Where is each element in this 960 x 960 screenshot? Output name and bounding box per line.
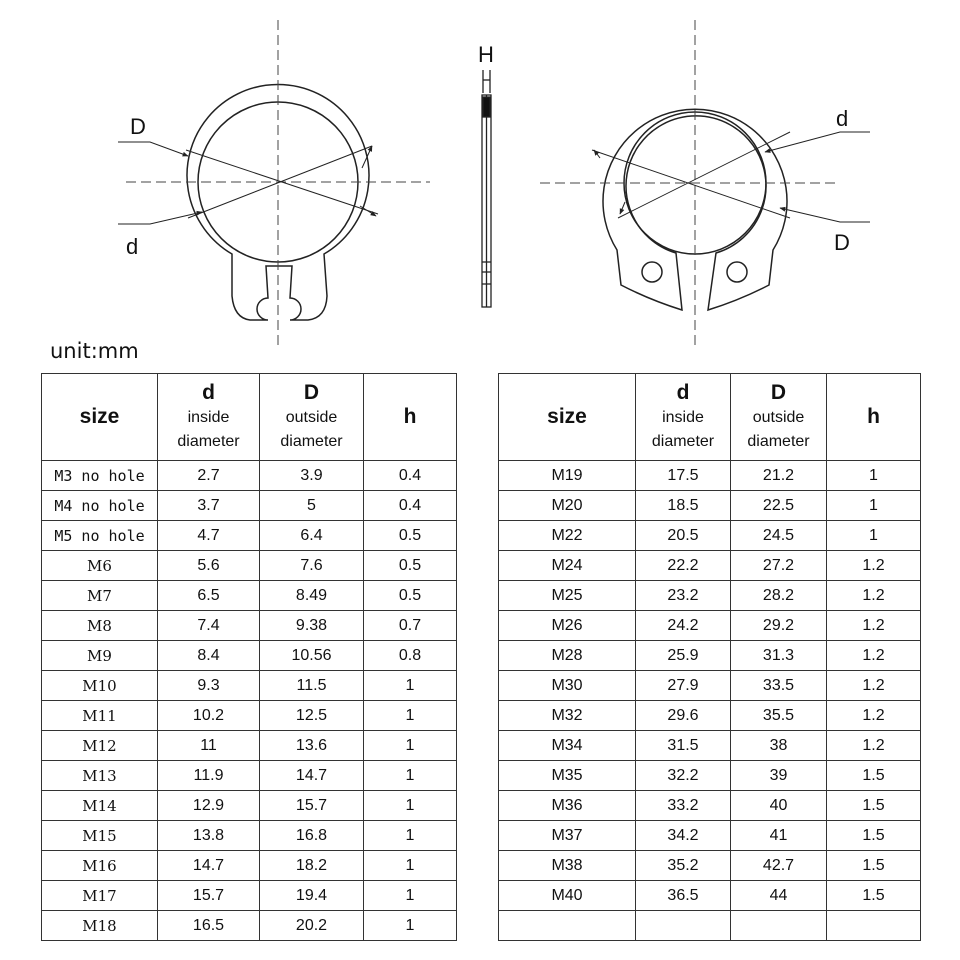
thickness-cell: 1.2 <box>827 731 921 761</box>
thickness-cell <box>827 911 921 941</box>
size-cell: M3 no hole <box>42 461 158 491</box>
outside-diameter-cell: 18.2 <box>260 851 364 881</box>
table-row <box>499 851 921 881</box>
table-row <box>42 761 457 791</box>
size-header: size <box>42 374 158 461</box>
size-cell: M4 no hole <box>42 491 158 521</box>
table-row <box>499 671 921 701</box>
outside-diameter-cell: 35.5 <box>731 701 827 731</box>
inside-diameter-cell: 34.2 <box>636 821 731 851</box>
front-view-dimensions <box>118 142 378 224</box>
thickness-cell: 1 <box>827 521 921 551</box>
front-outer-label: D <box>130 114 146 139</box>
inside-diameter-cell: 2.7 <box>158 461 260 491</box>
table-row <box>42 641 457 671</box>
table-row <box>499 521 921 551</box>
thickness-cell: 1.5 <box>827 791 921 821</box>
outside-diameter-cell: 8.49 <box>260 581 364 611</box>
inside-diameter-cell: 14.7 <box>158 851 260 881</box>
inside-diameter-cell: 15.7 <box>158 881 260 911</box>
outside-diameter-cell: 40 <box>731 791 827 821</box>
inside-diameter-cell: 6.5 <box>158 581 260 611</box>
inside-diameter-cell: 20.5 <box>636 521 731 551</box>
inside-diameter-cell: 7.4 <box>158 611 260 641</box>
inside-diameter-cell: 18.5 <box>636 491 731 521</box>
table-row <box>499 821 921 851</box>
outside-diameter-cell: 10.56 <box>260 641 364 671</box>
table-row <box>499 581 921 611</box>
outside-diameter-cell: 38 <box>731 731 827 761</box>
outside-diameter-cell: 11.5 <box>260 671 364 701</box>
size-cell: M20 <box>499 491 636 521</box>
inside-diameter-cell: 16.5 <box>158 911 260 941</box>
size-cell <box>499 911 636 941</box>
spec-table-right <box>498 373 921 941</box>
thickness-cell: 1 <box>827 491 921 521</box>
inside-diameter-header: d inside diameter <box>636 374 731 461</box>
table-row <box>499 491 921 521</box>
inside-diameter-cell: 33.2 <box>636 791 731 821</box>
size-cell: M17 <box>42 881 158 911</box>
table-row <box>499 761 921 791</box>
back-outer-label: D <box>834 230 850 255</box>
thickness-cell: 0.5 <box>364 551 457 581</box>
outside-diameter-cell: 31.3 <box>731 641 827 671</box>
size-cell: M14 <box>42 791 158 821</box>
size-cell: M16 <box>42 851 158 881</box>
thickness-cell: 1.2 <box>827 581 921 611</box>
table-row <box>499 731 921 761</box>
inside-diameter-cell: 31.5 <box>636 731 731 761</box>
size-cell: M25 <box>499 581 636 611</box>
inside-diameter-cell <box>636 911 731 941</box>
outside-diameter-cell: 29.2 <box>731 611 827 641</box>
table-row <box>42 491 457 521</box>
table-row <box>42 551 457 581</box>
table-row <box>42 821 457 851</box>
unit-label: unit:mm <box>50 339 139 363</box>
outside-diameter-cell <box>731 911 827 941</box>
outside-diameter-cell: 20.2 <box>260 911 364 941</box>
table-row <box>499 461 921 491</box>
inside-diameter-cell: 4.7 <box>158 521 260 551</box>
table-row <box>42 731 457 761</box>
outside-diameter-header: D outside diameter <box>260 374 364 461</box>
thickness-cell: 1 <box>364 701 457 731</box>
inside-diameter-cell: 29.6 <box>636 701 731 731</box>
table-row <box>42 881 457 911</box>
inside-diameter-cell: 8.4 <box>158 641 260 671</box>
inside-diameter-cell: 36.5 <box>636 881 731 911</box>
thickness-cell: 0.5 <box>364 581 457 611</box>
thickness-cell: 1 <box>364 731 457 761</box>
thickness-cell: 1.2 <box>827 671 921 701</box>
outside-diameter-cell: 42.7 <box>731 851 827 881</box>
size-cell: M22 <box>499 521 636 551</box>
table-row <box>499 701 921 731</box>
size-cell: M37 <box>499 821 636 851</box>
thickness-cell: 1 <box>364 761 457 791</box>
outside-diameter-cell: 5 <box>260 491 364 521</box>
thickness-header: h <box>364 374 457 461</box>
size-cell: M11 <box>42 701 158 731</box>
side-view-profile <box>482 70 491 307</box>
size-cell: M8 <box>42 611 158 641</box>
table-row <box>499 911 921 941</box>
size-cell: M38 <box>499 851 636 881</box>
size-cell: M19 <box>499 461 636 491</box>
table-row <box>42 851 457 881</box>
size-cell: M28 <box>499 641 636 671</box>
table-row <box>42 581 457 611</box>
size-cell: M36 <box>499 791 636 821</box>
thickness-cell: 1.2 <box>827 641 921 671</box>
back-view-dimensions <box>592 132 870 222</box>
thickness-cell: 1 <box>364 791 457 821</box>
thickness-cell: 1.5 <box>827 761 921 791</box>
inside-diameter-cell: 23.2 <box>636 581 731 611</box>
table-row <box>499 611 921 641</box>
size-cell: M30 <box>499 671 636 701</box>
inside-diameter-cell: 13.8 <box>158 821 260 851</box>
thickness-cell: 0.8 <box>364 641 457 671</box>
thickness-cell: 1.2 <box>827 701 921 731</box>
spec-table-right-body <box>499 461 921 941</box>
inside-diameter-cell: 32.2 <box>636 761 731 791</box>
outside-diameter-header: D outside diameter <box>731 374 827 461</box>
table-row <box>42 791 457 821</box>
outside-diameter-cell: 22.5 <box>731 491 827 521</box>
outside-diameter-cell: 7.6 <box>260 551 364 581</box>
inside-diameter-cell: 9.3 <box>158 671 260 701</box>
inside-diameter-cell: 5.6 <box>158 551 260 581</box>
side-thickness-label: H <box>478 42 494 67</box>
thickness-cell: 0.5 <box>364 521 457 551</box>
thickness-cell: 0.4 <box>364 461 457 491</box>
thickness-cell: 1.2 <box>827 551 921 581</box>
thickness-cell: 1 <box>827 461 921 491</box>
inside-diameter-cell: 3.7 <box>158 491 260 521</box>
outside-diameter-cell: 16.8 <box>260 821 364 851</box>
table-row <box>499 641 921 671</box>
thickness-cell: 0.4 <box>364 491 457 521</box>
size-cell: M5 no hole <box>42 521 158 551</box>
size-cell: M7 <box>42 581 158 611</box>
spec-table-left <box>41 373 457 941</box>
outside-diameter-cell: 44 <box>731 881 827 911</box>
size-cell: M15 <box>42 821 158 851</box>
spec-table-left-body <box>42 461 457 941</box>
table-row <box>42 701 457 731</box>
inside-diameter-cell: 25.9 <box>636 641 731 671</box>
outside-diameter-cell: 27.2 <box>731 551 827 581</box>
table-row <box>42 611 457 641</box>
thickness-cell: 1 <box>364 821 457 851</box>
table-row <box>42 671 457 701</box>
table-row <box>499 791 921 821</box>
size-cell: M32 <box>499 701 636 731</box>
size-cell: M40 <box>499 881 636 911</box>
outside-diameter-cell: 13.6 <box>260 731 364 761</box>
inside-diameter-cell: 27.9 <box>636 671 731 701</box>
size-cell: M34 <box>499 731 636 761</box>
inside-diameter-cell: 17.5 <box>636 461 731 491</box>
thickness-cell: 1 <box>364 851 457 881</box>
inside-diameter-cell: 10.2 <box>158 701 260 731</box>
size-cell: M10 <box>42 671 158 701</box>
thickness-header: h <box>827 374 921 461</box>
inside-diameter-cell: 12.9 <box>158 791 260 821</box>
size-cell: M24 <box>499 551 636 581</box>
inside-diameter-cell: 11 <box>158 731 260 761</box>
size-cell: M12 <box>42 731 158 761</box>
thickness-cell: 1.2 <box>827 611 921 641</box>
outside-diameter-cell: 21.2 <box>731 461 827 491</box>
outside-diameter-cell: 12.5 <box>260 701 364 731</box>
outside-diameter-cell: 19.4 <box>260 881 364 911</box>
table-row <box>42 461 457 491</box>
thickness-cell: 1 <box>364 671 457 701</box>
outside-diameter-cell: 9.38 <box>260 611 364 641</box>
outside-diameter-cell: 3.9 <box>260 461 364 491</box>
size-cell: M26 <box>499 611 636 641</box>
outside-diameter-cell: 24.5 <box>731 521 827 551</box>
size-cell: M13 <box>42 761 158 791</box>
table-row <box>499 881 921 911</box>
inside-diameter-cell: 35.2 <box>636 851 731 881</box>
size-cell: M18 <box>42 911 158 941</box>
table-row <box>499 551 921 581</box>
thickness-cell: 1.5 <box>827 881 921 911</box>
outside-diameter-cell: 6.4 <box>260 521 364 551</box>
outside-diameter-cell: 14.7 <box>260 761 364 791</box>
outside-diameter-cell: 15.7 <box>260 791 364 821</box>
front-inner-label: d <box>126 234 139 259</box>
thickness-cell: 0.7 <box>364 611 457 641</box>
size-cell: M35 <box>499 761 636 791</box>
inside-diameter-header: d inside diameter <box>158 374 260 461</box>
thickness-cell: 1.5 <box>827 851 921 881</box>
outside-diameter-cell: 33.5 <box>731 671 827 701</box>
table-row <box>42 911 457 941</box>
inside-diameter-cell: 24.2 <box>636 611 731 641</box>
thickness-cell: 1 <box>364 911 457 941</box>
size-header: size <box>499 374 636 461</box>
outside-diameter-cell: 41 <box>731 821 827 851</box>
outside-diameter-cell: 28.2 <box>731 581 827 611</box>
back-inner-label: d <box>836 106 849 131</box>
outside-diameter-cell: 39 <box>731 761 827 791</box>
table-row <box>42 521 457 551</box>
inside-diameter-cell: 22.2 <box>636 551 731 581</box>
size-cell: M6 <box>42 551 158 581</box>
thickness-cell: 1.5 <box>827 821 921 851</box>
retaining-ring-diagram <box>0 0 960 345</box>
thickness-cell: 1 <box>364 881 457 911</box>
size-cell: M9 <box>42 641 158 671</box>
inside-diameter-cell: 11.9 <box>158 761 260 791</box>
